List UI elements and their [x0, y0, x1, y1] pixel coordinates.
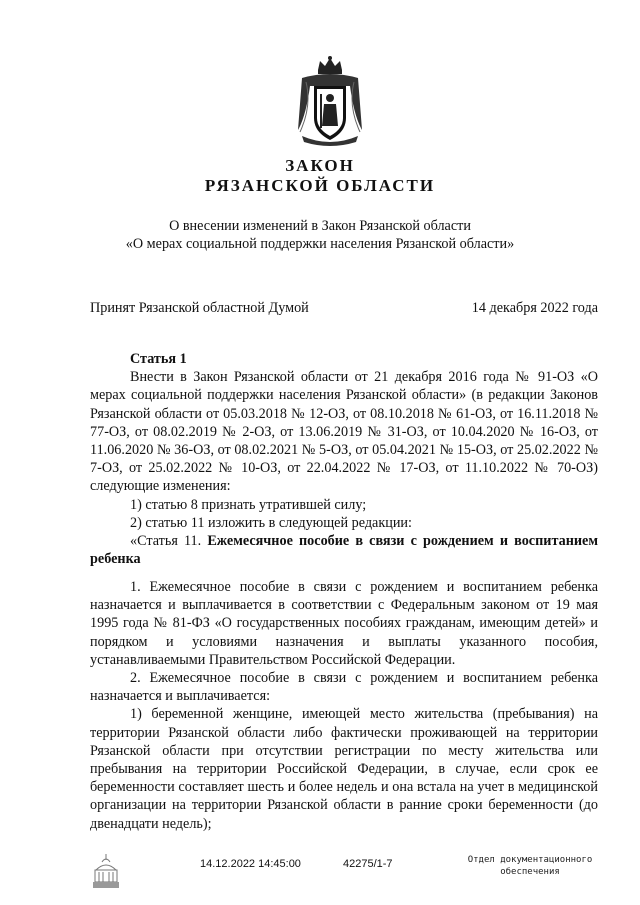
law-title-line2: РЯЗАНСКОЙ ОБЛАСТИ: [204, 176, 436, 195]
new-article-11-heading: [90, 532, 598, 568]
article-1-item-2: 2) статью 11 изложить в следующей редакции:: [130, 514, 412, 531]
page-footer: [0, 852, 640, 902]
department-stamp-line2: обеспечения: [500, 867, 560, 877]
registration-timestamp: 14.12.2022 14:45:00: [200, 858, 301, 870]
department-stamp-line1: Отдел документационного: [467, 855, 593, 865]
article-11-paragraph-2: 2. Ежемесячное пособие в связи с рождением и воспитанием ребенка назначается и выплачивается:: [90, 670, 598, 705]
department-stamp: [455, 854, 605, 878]
article-1: [90, 350, 598, 568]
article-11-paragraph-1: 1. Ежемесячное пособие в связи с рождением и воспитанием ребенка назначается и выплачивается в соответствии с Федеральным законом от 19 мая 1995 года № 81-ФЗ «О государственных пособиях гражданам, имеющим детей» и порядком и условиями назначения и выплаты указанного пособия, устанавливаемыми Правительством Российской Федерации.: [90, 579, 598, 668]
law-subtitle-line2: «О мерах социальной поддержки населения Рязанской области»: [125, 236, 515, 252]
article-1-heading: Статья 1: [130, 351, 187, 367]
article-1-intro: Внести в Закон Рязанской области от 21 декабря 2016 года № 91-ОЗ «О мерах социальной поддержки населения Рязанской области» (в редакции Законов Рязанской области от 05.03.2018 № 12-ОЗ, от 08.10.2018 № 61-ОЗ, от 16.11.2018 № 77-ОЗ, от 08.02.2019 № 2-ОЗ, от 13.06.2019 № 31-ОЗ, от 10.04.2020 № 16-ОЗ, от 11.06.2020 № 36-ОЗ, от 08.02.2021 № 5-ОЗ, от 05.04.2021 № 15-ОЗ, от 25.02.2022 № 7-ОЗ, от 25.02.2022 № 10-ОЗ, от 22.04.2022 № 17-ОЗ, от 11.10.2022 № 70-ОЗ) следующие изменения:: [90, 369, 598, 495]
new-article-title: Ежемесячное пособие в связи с рождением и воспитанием ребенка: [90, 533, 598, 568]
duma-stamp-icon: [90, 852, 122, 892]
coat-of-arms-icon: [292, 56, 368, 148]
new-article-prefix: «Статья 11.: [130, 533, 208, 550]
article-11-text: [90, 578, 598, 833]
law-subtitle-line1: О внесении изменений в Закон Рязанской области: [169, 218, 471, 234]
article-1-item-1: 1) статью 8 признать утратившей силу;: [130, 496, 367, 513]
adopted-by: Принят Рязанской областной Думой: [90, 300, 309, 316]
law-title-line1: ЗАКОН: [285, 156, 355, 175]
adoption-date: 14 декабря 2022 года: [471, 300, 598, 316]
adoption-info: [90, 300, 598, 317]
article-11-paragraph-3: 1) беременной женщине, имеющей место жительства (пребывания) на территории Рязанской области либо фактически проживающей на территории Рязанской области при отсутствии регистрации по месту жительства или пребывания на территории Российской Федерации, в случае, если срок ее беременности составляет шесть и более недель и она встала на учет в медицинской организации на территории Рязанской области в ранние сроки беременности (до двенадцати недель);: [90, 706, 598, 832]
document-code: 42275/1-7: [343, 858, 393, 870]
